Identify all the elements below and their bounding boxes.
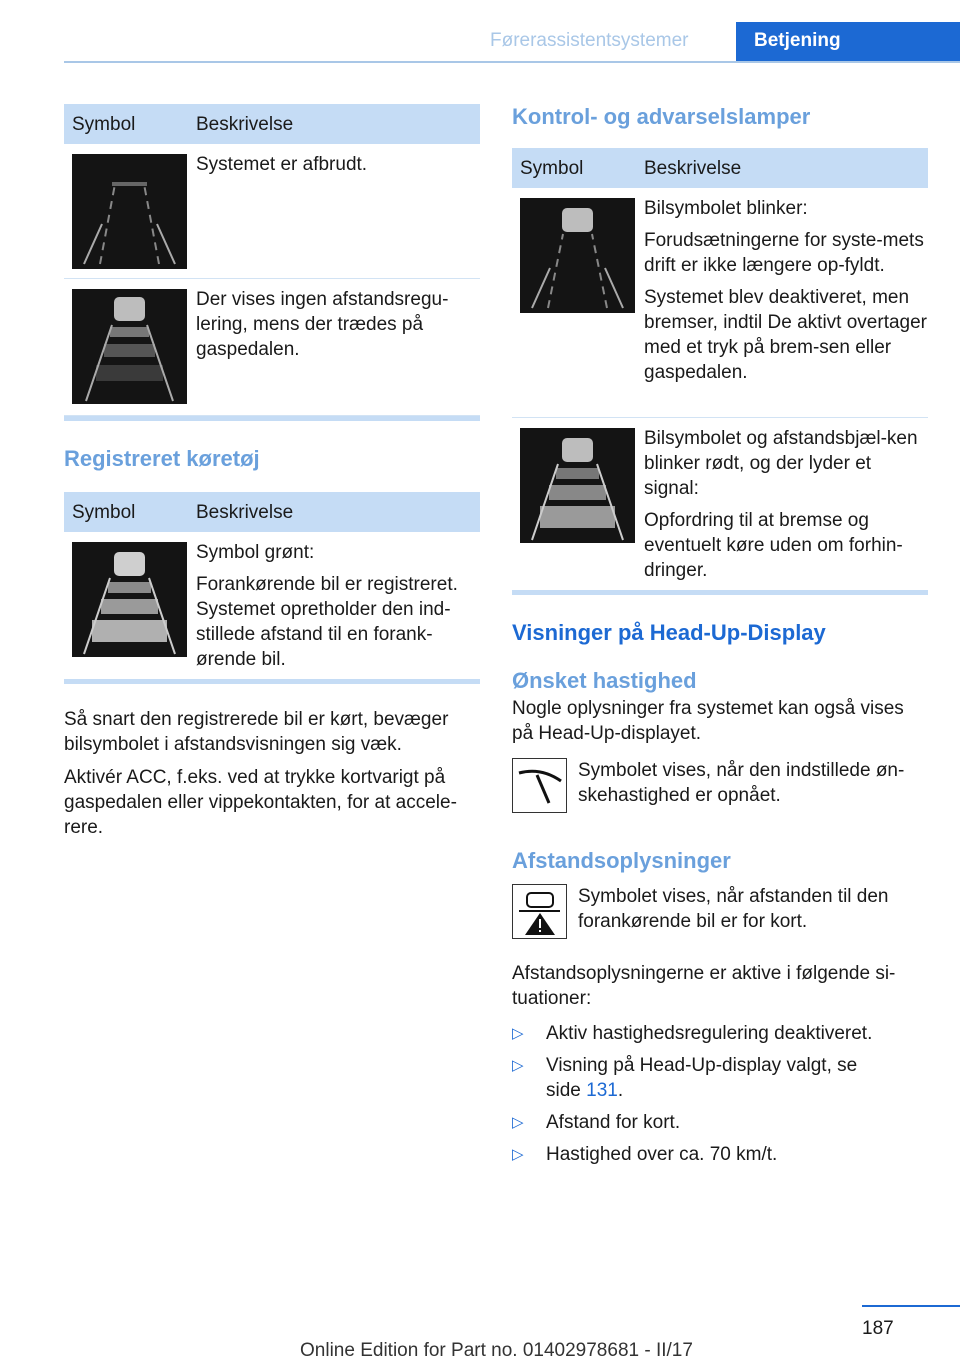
paragraph: Afstandsoplysningerne er aktive i følgende si-tuationer: (512, 963, 896, 1009)
table-end-bar (512, 590, 928, 595)
section-heading: Kontrol- og advarselslamper (512, 104, 811, 129)
table-header (64, 104, 480, 144)
hud-speed-text: Symbolet vises, når den indstillede øn-skehastighed er opnået. (578, 760, 905, 806)
bullet-list (512, 1021, 928, 1167)
header-rule (64, 61, 960, 63)
row-description: Forudsætningerne for syste-mets drift er ikke længere op-fyldt. (644, 230, 924, 276)
header-chapter-tab: Betjening (736, 22, 960, 62)
triangle-bullet-icon: ▷ (512, 1114, 524, 1131)
table-row (512, 418, 928, 590)
column-description: Beskrivelse (644, 158, 742, 179)
car-distance-red-icon (520, 428, 635, 543)
triangle-bullet-icon: ▷ (512, 1025, 524, 1042)
paragraph: Nogle oplysninger fra systemet kan også vises på Head-Up-displayet. (512, 698, 904, 744)
page-reference-link[interactable]: 131 (586, 1080, 618, 1101)
table-row (64, 144, 480, 279)
subsection-heading: Afstandsoplysninger (512, 848, 731, 873)
table-row (64, 532, 480, 679)
table-row (512, 188, 928, 418)
triangle-bullet-icon: ▷ (512, 1057, 524, 1074)
section-heading: Registreret køretøj (64, 446, 260, 471)
lane-display-empty-icon (72, 154, 187, 269)
right-column (512, 104, 928, 1174)
hud-distance-item (512, 884, 928, 954)
car-blinking-icon (520, 198, 635, 313)
left-column (64, 104, 480, 840)
triangle-bullet-icon: ▷ (512, 1146, 524, 1163)
row-description: Bilsymbolet og afstandsbjæl-ken blinker rødt, og der lyder et signal: (644, 428, 918, 499)
row-description: Symbol grønt: (196, 542, 315, 563)
table-header (512, 148, 928, 188)
list-item (512, 1053, 928, 1103)
header-section-title: Førerassistentsystemer (490, 30, 689, 51)
column-description: Beskrivelse (196, 502, 294, 523)
row-description: Bilsymbolet blinker: (644, 198, 808, 219)
table-end-bar (64, 416, 480, 421)
list-item-text: side (546, 1080, 581, 1101)
list-item-text: Afstand for kort. (546, 1112, 681, 1133)
footer-edition: Online Edition for Part no. 01402978681 - II/17 (300, 1340, 693, 1361)
list-item-text: Aktiv hastighedsregulering deaktiveret. (546, 1023, 873, 1044)
paragraph: Aktivér ACC, f.eks. ved at trykke kortvarigt på gaspedalen eller vippekontakten, for at accele-rere. (64, 767, 457, 838)
table-end-bar (64, 679, 480, 684)
table-row (64, 279, 480, 416)
column-description: Beskrivelse (196, 114, 294, 135)
car-warning-icon (512, 884, 567, 939)
list-item-text: . (617, 1080, 624, 1101)
column-symbol: Symbol (72, 502, 136, 523)
car-distance-bars-icon (72, 289, 187, 404)
list-item-text: Hastighed over ca. 70 km/t. (546, 1144, 778, 1165)
subsection-heading: Ønsket hastighed (512, 668, 697, 693)
row-description: Systemet blev deaktiveret, men bremser, indtil De aktivt overtager med et tryk på brem-sen eller gaspedalen. (644, 287, 928, 383)
section-heading: Visninger på Head-Up-Display (512, 620, 826, 645)
row-description: Forankørende bil er registreret. Systemet opretholder den ind-stillede afstand til en forank-ørende bil. (196, 574, 458, 670)
list-item (512, 1021, 928, 1046)
paragraph: Så snart den registrerede bil er kørt, bevæger bilsymbolet i afstandsvisningen sig væk. (64, 709, 449, 755)
column-symbol: Symbol (520, 158, 584, 179)
column-symbol: Symbol (72, 114, 136, 135)
page-number-rule (862, 1305, 960, 1307)
hud-speed-item (512, 758, 928, 828)
hud-distance-text: Symbolet vises, når afstanden til den forankørende bil er for kort. (578, 886, 889, 932)
row-description: Systemet er afbrudt. (196, 154, 368, 175)
car-distance-green-icon (72, 542, 187, 657)
list-item (512, 1142, 928, 1167)
row-description: Opfordring til at bremse og eventuelt køre uden om forhin-dringer. (644, 510, 903, 581)
speedometer-needle-icon (512, 758, 567, 813)
row-description: Der vises ingen afstandsregu-lering, mens der trædes på gaspedalen. (196, 289, 449, 360)
list-item (512, 1110, 928, 1135)
list-item-text: Visning på Head-Up-display valgt, se (546, 1055, 858, 1076)
page-number: 187 (862, 1318, 894, 1339)
table-header (64, 492, 480, 532)
